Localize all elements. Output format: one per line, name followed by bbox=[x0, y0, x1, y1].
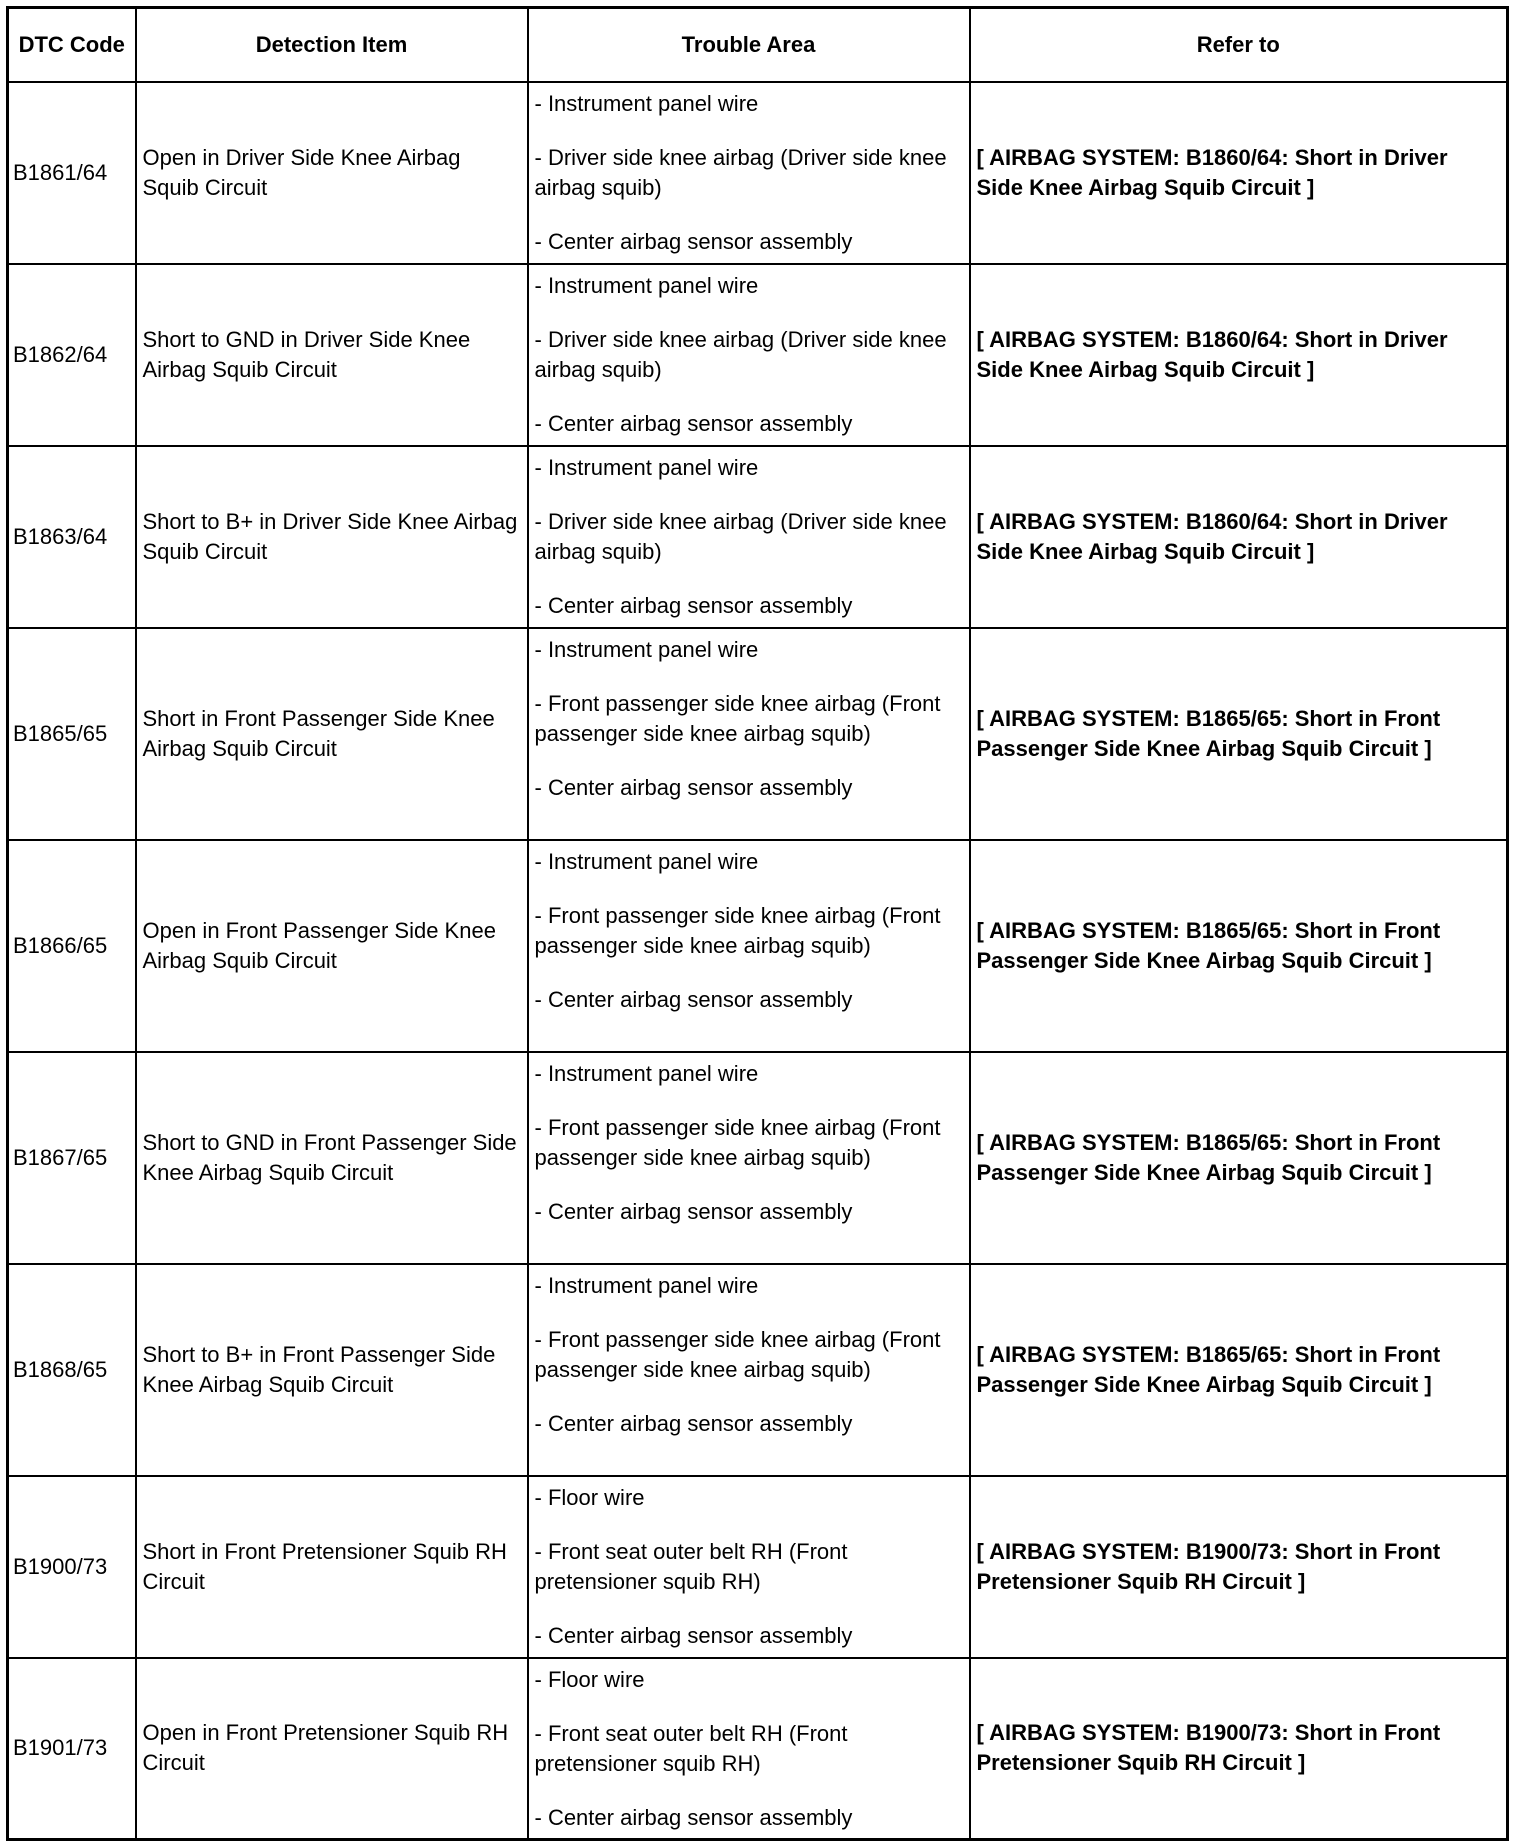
trouble-area-item: - Front passenger side knee airbag (Front passenger side knee airbag squib) bbox=[534, 690, 941, 746]
trouble-area-item: - Instrument panel wire bbox=[534, 1060, 759, 1086]
dtc-code-cell: B1862/64 bbox=[8, 264, 136, 446]
dtc-code-cell: B1900/73 bbox=[8, 1476, 136, 1658]
refer-to-cell: [ AIRBAG SYSTEM: B1860/64: Short in Driver Side Knee Airbag Squib Circuit ] bbox=[970, 82, 1508, 264]
trouble-area-cell bbox=[528, 264, 970, 446]
refer-to-cell: [ AIRBAG SYSTEM: B1900/73: Short in Front Pretensioner Squib RH Circuit ] bbox=[970, 1658, 1508, 1840]
trouble-area-item: - Instrument panel wire bbox=[534, 454, 759, 480]
trouble-area-item: - Center airbag sensor assembly bbox=[534, 774, 853, 800]
trouble-area-item: - Center airbag sensor assembly bbox=[534, 592, 853, 618]
trouble-area-cell bbox=[528, 82, 970, 264]
detection-item-cell: Short to GND in Driver Side Knee Airbag Squib Circuit bbox=[136, 264, 528, 446]
trouble-area-item: - Front passenger side knee airbag (Front passenger side knee airbag squib) bbox=[534, 1114, 941, 1170]
trouble-area-item: - Instrument panel wire bbox=[534, 636, 759, 662]
table-row bbox=[8, 1052, 1508, 1264]
detection-item-cell: Open in Front Pretensioner Squib RH Circuit bbox=[136, 1658, 528, 1840]
table-row bbox=[8, 840, 1508, 1052]
dtc-code-cell: B1901/73 bbox=[8, 1658, 136, 1840]
table-row bbox=[8, 264, 1508, 446]
header-refer-to: Refer to bbox=[970, 8, 1508, 82]
trouble-area-item: - Instrument panel wire bbox=[534, 848, 759, 874]
table-row bbox=[8, 1476, 1508, 1658]
trouble-area-cell bbox=[528, 1052, 970, 1264]
dtc-table bbox=[6, 6, 1509, 1841]
trouble-area-item: - Instrument panel wire bbox=[534, 90, 759, 116]
refer-to-cell: [ AIRBAG SYSTEM: B1860/64: Short in Driver Side Knee Airbag Squib Circuit ] bbox=[970, 264, 1508, 446]
trouble-area-item: - Center airbag sensor assembly bbox=[534, 1198, 853, 1224]
dtc-table-container bbox=[6, 6, 1506, 1841]
trouble-area-item: - Front seat outer belt RH (Front pretensioner squib RH) bbox=[534, 1538, 848, 1594]
detection-item-cell: Short to B+ in Driver Side Knee Airbag Squib Circuit bbox=[136, 446, 528, 628]
dtc-code-cell: B1867/65 bbox=[8, 1052, 136, 1264]
trouble-area-cell bbox=[528, 446, 970, 628]
trouble-area-cell bbox=[528, 628, 970, 840]
trouble-area-cell bbox=[528, 840, 970, 1052]
trouble-area-item: - Front passenger side knee airbag (Front passenger side knee airbag squib) bbox=[534, 902, 941, 958]
detection-item-cell: Short to B+ in Front Passenger Side Knee Airbag Squib Circuit bbox=[136, 1264, 528, 1476]
trouble-area-item: - Instrument panel wire bbox=[534, 272, 759, 298]
trouble-area-item: - Center airbag sensor assembly bbox=[534, 986, 853, 1012]
table-row bbox=[8, 1658, 1508, 1840]
trouble-area-cell bbox=[528, 1476, 970, 1658]
table-row bbox=[8, 446, 1508, 628]
detection-item-cell: Open in Front Passenger Side Knee Airbag Squib Circuit bbox=[136, 840, 528, 1052]
refer-to-cell: [ AIRBAG SYSTEM: B1860/64: Short in Driver Side Knee Airbag Squib Circuit ] bbox=[970, 446, 1508, 628]
header-dtc-code: DTC Code bbox=[8, 8, 136, 82]
trouble-area-item: - Floor wire bbox=[534, 1666, 645, 1692]
trouble-area-item: - Instrument panel wire bbox=[534, 1272, 759, 1298]
table-row bbox=[8, 628, 1508, 840]
table-row bbox=[8, 1264, 1508, 1476]
refer-to-cell: [ AIRBAG SYSTEM: B1865/65: Short in Front Passenger Side Knee Airbag Squib Circuit ] bbox=[970, 840, 1508, 1052]
dtc-code-cell: B1866/65 bbox=[8, 840, 136, 1052]
trouble-area-item: - Center airbag sensor assembly bbox=[534, 410, 853, 436]
trouble-area-cell bbox=[528, 1658, 970, 1840]
refer-to-cell: [ AIRBAG SYSTEM: B1865/65: Short in Front Passenger Side Knee Airbag Squib Circuit ] bbox=[970, 1052, 1508, 1264]
refer-to-cell: [ AIRBAG SYSTEM: B1865/65: Short in Front Passenger Side Knee Airbag Squib Circuit ] bbox=[970, 1264, 1508, 1476]
trouble-area-item: - Floor wire bbox=[534, 1484, 645, 1510]
table-row bbox=[8, 82, 1508, 264]
trouble-area-item: - Driver side knee airbag (Driver side knee airbag squib) bbox=[534, 326, 947, 382]
trouble-area-item: - Center airbag sensor assembly bbox=[534, 1804, 853, 1830]
detection-item-cell: Short in Front Passenger Side Knee Airbag Squib Circuit bbox=[136, 628, 528, 840]
header-detection-item: Detection Item bbox=[136, 8, 528, 82]
dtc-code-cell: B1865/65 bbox=[8, 628, 136, 840]
refer-to-cell: [ AIRBAG SYSTEM: B1900/73: Short in Front Pretensioner Squib RH Circuit ] bbox=[970, 1476, 1508, 1658]
detection-item-cell: Open in Driver Side Knee Airbag Squib Circuit bbox=[136, 82, 528, 264]
trouble-area-cell bbox=[528, 1264, 970, 1476]
trouble-area-item: - Center airbag sensor assembly bbox=[534, 1622, 853, 1648]
dtc-code-cell: B1861/64 bbox=[8, 82, 136, 264]
trouble-area-item: - Center airbag sensor assembly bbox=[534, 1410, 853, 1436]
trouble-area-item: - Driver side knee airbag (Driver side knee airbag squib) bbox=[534, 144, 947, 200]
trouble-area-item: - Front seat outer belt RH (Front pretensioner squib RH) bbox=[534, 1720, 848, 1776]
trouble-area-item: - Driver side knee airbag (Driver side knee airbag squib) bbox=[534, 508, 947, 564]
header-trouble-area: Trouble Area bbox=[528, 8, 970, 82]
dtc-code-cell: B1868/65 bbox=[8, 1264, 136, 1476]
detection-item-cell: Short in Front Pretensioner Squib RH Circuit bbox=[136, 1476, 528, 1658]
dtc-code-cell: B1863/64 bbox=[8, 446, 136, 628]
trouble-area-item: - Center airbag sensor assembly bbox=[534, 228, 853, 254]
trouble-area-item: - Front passenger side knee airbag (Front passenger side knee airbag squib) bbox=[534, 1326, 941, 1382]
refer-to-cell: [ AIRBAG SYSTEM: B1865/65: Short in Front Passenger Side Knee Airbag Squib Circuit ] bbox=[970, 628, 1508, 840]
table-header-row bbox=[8, 8, 1508, 82]
detection-item-cell: Short to GND in Front Passenger Side Knee Airbag Squib Circuit bbox=[136, 1052, 528, 1264]
